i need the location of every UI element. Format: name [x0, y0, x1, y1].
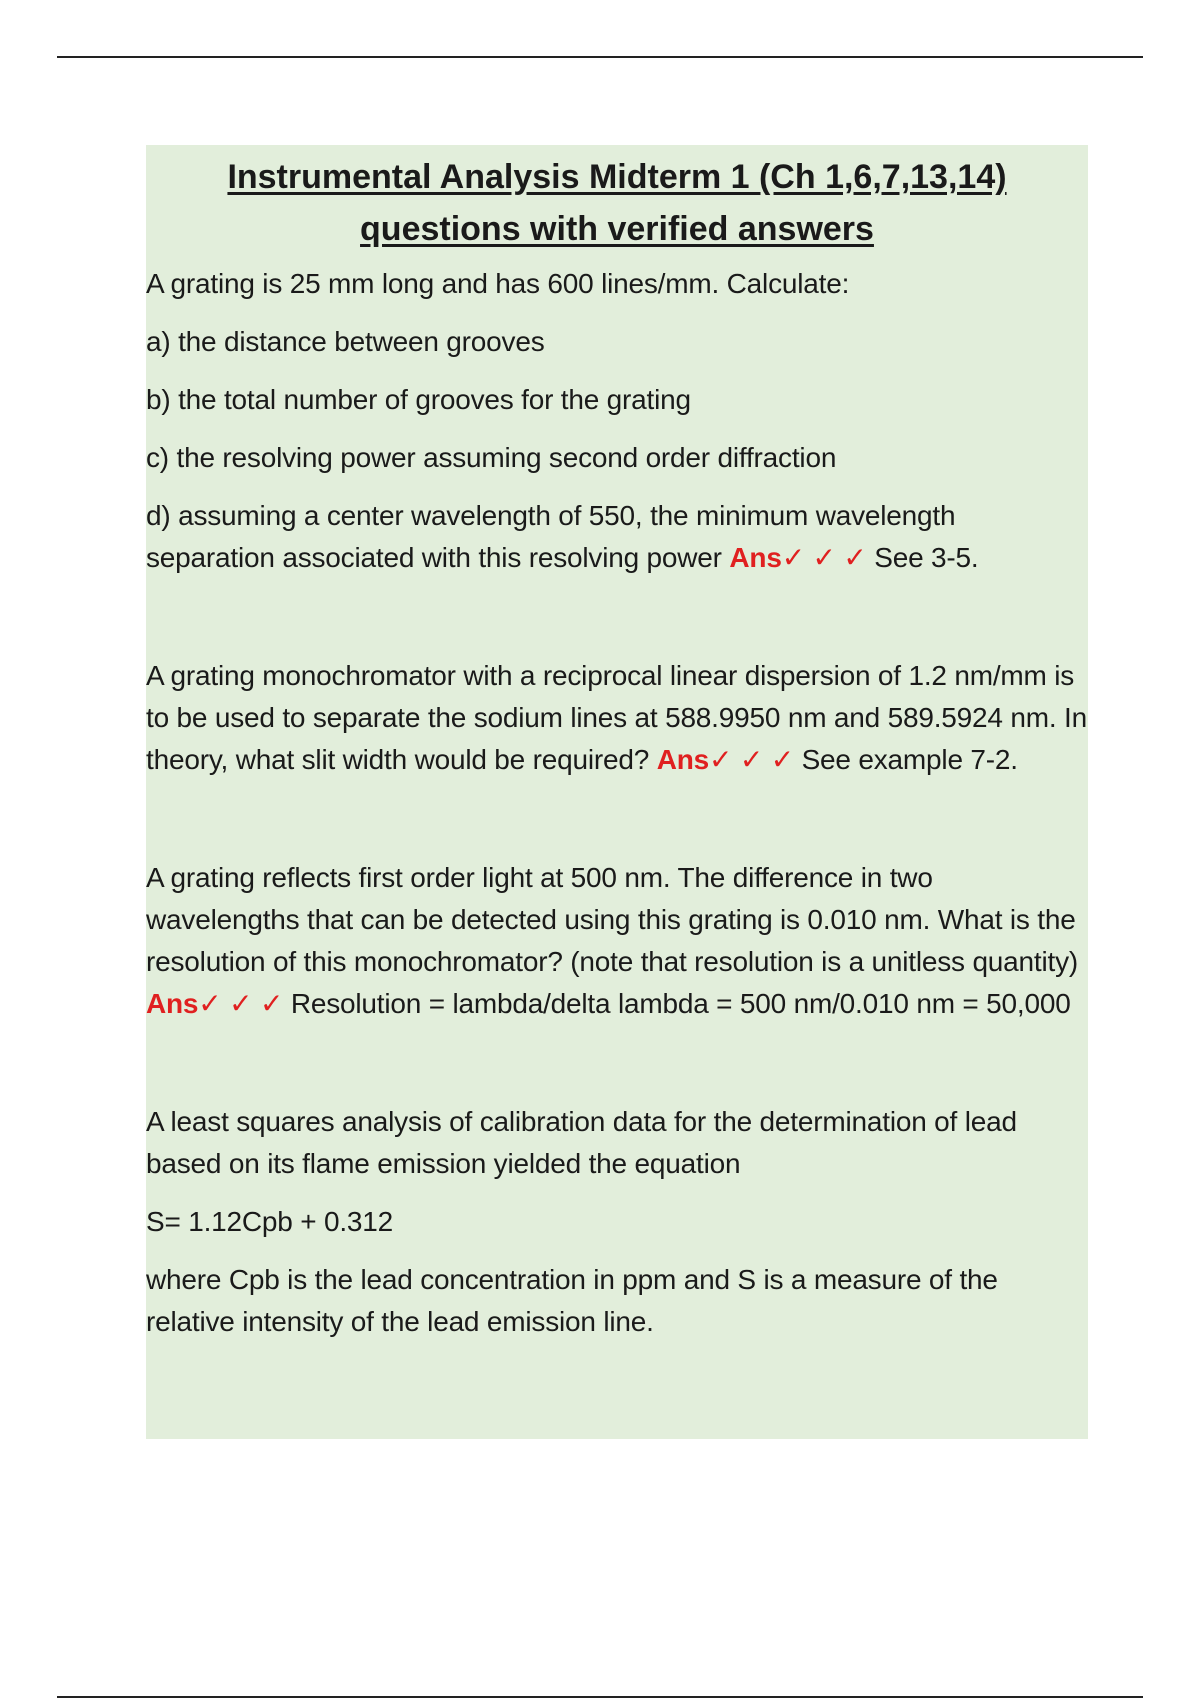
q2-text: A grating monochromator with a reciprocal linear dispersion of 1.2 nm/mm is to be used to separate the sodium lines at 588.9950 nm and 589.5924 nm. In theory, what slit width would be required? [146, 660, 1087, 775]
q1-intro: A grating is 25 mm long and has 600 lines/mm. Calculate: [146, 268, 850, 299]
q1-part-b: b) the total number of grooves for the grating [146, 384, 691, 415]
answer-label: Ans [146, 988, 199, 1019]
q1-part-c: c) the resolving power assuming second order diffraction [146, 442, 837, 473]
answer-label: Ans [656, 744, 710, 775]
footer-rule [57, 1696, 1143, 1698]
q1-part-d-text: d) assuming a center wavelength of 550, the minimum wavelength separation associated with this resolving power [146, 500, 956, 573]
q4-question: A least squares analysis of calibration data for the determination of lead based on its flame emission yielded the equation [146, 1106, 1017, 1179]
q4-note: where Cpb is the lead concentration in ppm and S is a measure of the relative intensity of the lead emission line. [146, 1264, 998, 1337]
check-icon: ✓ ✓ ✓ [709, 744, 794, 775]
check-icon: ✓ ✓ ✓ [781, 542, 867, 573]
q1-part-d [146, 495, 1088, 579]
q1-part-a: a) the distance between grooves [146, 326, 545, 357]
document-content [146, 145, 1088, 1439]
q2-answer: See example 7-2. [801, 744, 1018, 775]
answer-label: Ans [729, 542, 782, 573]
q3-question [146, 857, 1088, 1025]
title-line-1: Instrumental Analysis Midterm 1 (Ch 1,6,7,13,14) [227, 158, 1007, 196]
header-rule [57, 56, 1143, 58]
q1-answer: See 3-5. [874, 542, 979, 573]
check-icon: ✓ ✓ ✓ [198, 988, 284, 1019]
q3-text: A grating reflects first order light at 500 nm. The difference in two wavelengths that can be detected using this grating is 0.010 nm. What is the resolution of this monochromator? (note that resolution is a unitless quantity) [146, 862, 1079, 977]
title-line-2: questions with verified answers [360, 210, 874, 248]
document-title [146, 145, 1088, 255]
q3-answer: Resolution = lambda/delta lambda = 500 nm/0.010 nm = 50,000 [290, 988, 1071, 1019]
q4-equation: S= 1.12Cpb + 0.312 [146, 1206, 394, 1237]
q2-question [146, 655, 1088, 781]
